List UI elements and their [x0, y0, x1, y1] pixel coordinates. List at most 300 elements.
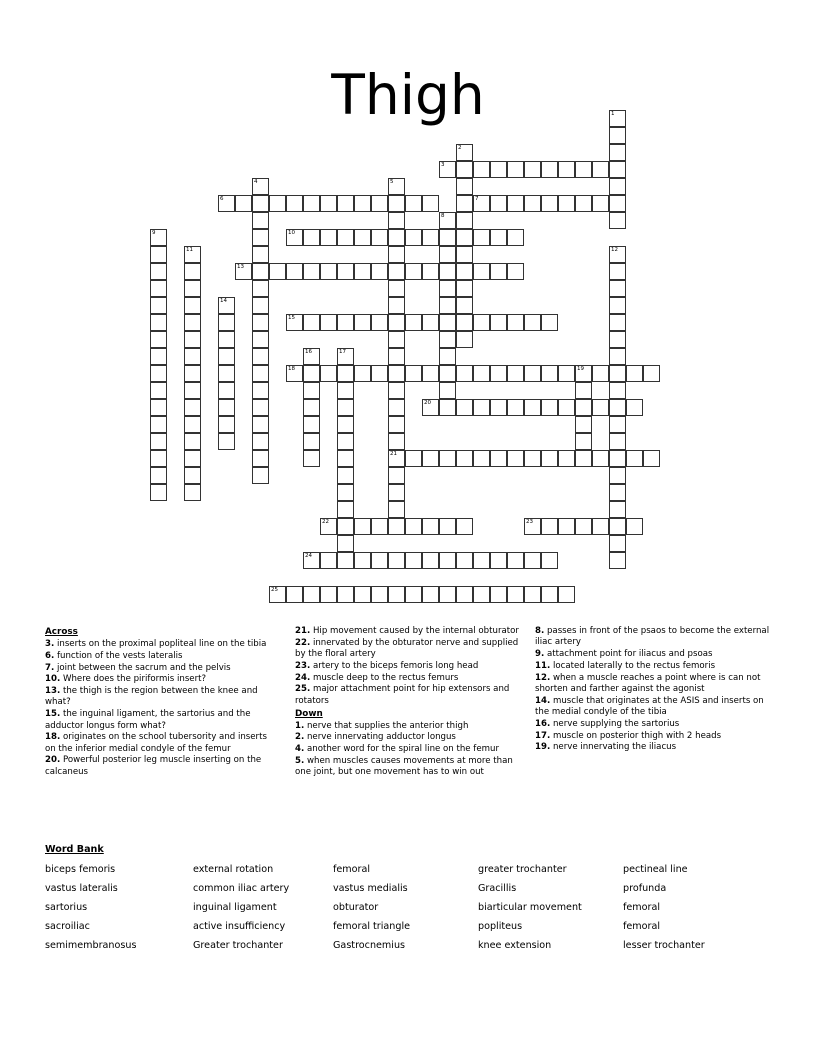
- grid-cell[interactable]: [456, 297, 473, 314]
- grid-cell[interactable]: [473, 195, 490, 212]
- grid-cell[interactable]: [320, 314, 337, 331]
- grid-cell[interactable]: [507, 229, 524, 246]
- grid-cell[interactable]: [371, 195, 388, 212]
- grid-cell[interactable]: [388, 382, 405, 399]
- grid-cell[interactable]: [388, 297, 405, 314]
- grid-cell[interactable]: [235, 195, 252, 212]
- word-bank-word[interactable]: Gastrocnemius: [333, 940, 406, 951]
- word-bank-word[interactable]: vastus medialis: [333, 883, 408, 894]
- grid-cell[interactable]: [184, 280, 201, 297]
- grid-cell[interactable]: [371, 229, 388, 246]
- grid-cell[interactable]: [388, 229, 405, 246]
- word-bank-word[interactable]: profunda: [623, 883, 667, 894]
- word-bank-word[interactable]: common iliac artery: [193, 883, 290, 894]
- clue-across-13[interactable]: [45, 686, 277, 709]
- grid-cell[interactable]: [150, 263, 167, 280]
- grid-cell[interactable]: [303, 399, 320, 416]
- grid-cell[interactable]: [252, 246, 269, 263]
- grid-cell[interactable]: [456, 280, 473, 297]
- grid-cell[interactable]: [575, 399, 592, 416]
- clue-down-2[interactable]: [295, 732, 520, 743]
- grid-cell[interactable]: [524, 450, 541, 467]
- grid-cell[interactable]: [337, 263, 354, 280]
- grid-cell[interactable]: [337, 484, 354, 501]
- grid-cell[interactable]: [609, 501, 626, 518]
- grid-cell[interactable]: [388, 195, 405, 212]
- grid-cell[interactable]: [252, 263, 269, 280]
- clue-down-9[interactable]: [535, 649, 775, 660]
- grid-cell[interactable]: [184, 484, 201, 501]
- grid-cell[interactable]: [354, 314, 371, 331]
- grid-cell[interactable]: [388, 467, 405, 484]
- grid-cell[interactable]: [150, 382, 167, 399]
- grid-cell[interactable]: [388, 314, 405, 331]
- grid-cell[interactable]: [371, 552, 388, 569]
- grid-cell[interactable]: [150, 246, 167, 263]
- grid-cell[interactable]: [524, 195, 541, 212]
- grid-cell[interactable]: [490, 195, 507, 212]
- grid-cell[interactable]: [439, 314, 456, 331]
- grid-cell[interactable]: [422, 399, 439, 416]
- word-bank-word[interactable]: active insufficiency: [193, 921, 286, 932]
- grid-cell[interactable]: [456, 450, 473, 467]
- grid-cell[interactable]: [609, 212, 626, 229]
- clue-across-15[interactable]: [45, 709, 277, 732]
- grid-cell[interactable]: [439, 552, 456, 569]
- clue-across-20[interactable]: [45, 755, 277, 778]
- grid-cell[interactable]: [388, 433, 405, 450]
- grid-cell[interactable]: [218, 365, 235, 382]
- grid-cell[interactable]: [575, 365, 592, 382]
- grid-cell[interactable]: [609, 195, 626, 212]
- grid-cell[interactable]: [218, 297, 235, 314]
- grid-cell[interactable]: [422, 263, 439, 280]
- grid-cell[interactable]: [439, 212, 456, 229]
- word-bank-word[interactable]: popliteus: [478, 921, 523, 932]
- grid-cell[interactable]: [388, 450, 405, 467]
- grid-cell[interactable]: [422, 450, 439, 467]
- grid-cell[interactable]: [303, 263, 320, 280]
- grid-cell[interactable]: [575, 450, 592, 467]
- grid-cell[interactable]: [337, 399, 354, 416]
- grid-cell[interactable]: [456, 178, 473, 195]
- grid-cell[interactable]: [337, 518, 354, 535]
- grid-cell[interactable]: [592, 518, 609, 535]
- clue-down-8[interactable]: [535, 626, 775, 649]
- clue-down-12[interactable]: [535, 673, 775, 696]
- grid-cell[interactable]: [456, 246, 473, 263]
- grid-cell[interactable]: [490, 263, 507, 280]
- grid-cell[interactable]: [184, 382, 201, 399]
- grid-cell[interactable]: [371, 586, 388, 603]
- grid-cell[interactable]: [286, 263, 303, 280]
- grid-cell[interactable]: [524, 314, 541, 331]
- grid-cell[interactable]: [252, 314, 269, 331]
- grid-cell[interactable]: [371, 518, 388, 535]
- grid-cell[interactable]: [524, 586, 541, 603]
- grid-cell[interactable]: [524, 518, 541, 535]
- grid-cell[interactable]: [184, 348, 201, 365]
- grid-cell[interactable]: [184, 365, 201, 382]
- grid-cell[interactable]: [150, 416, 167, 433]
- grid-cell[interactable]: [558, 195, 575, 212]
- grid-cell[interactable]: [507, 161, 524, 178]
- grid-cell[interactable]: [184, 467, 201, 484]
- word-bank-word[interactable]: femoral triangle: [333, 921, 411, 932]
- word-bank-word[interactable]: sacroiliac: [45, 921, 90, 932]
- grid-cell[interactable]: [473, 365, 490, 382]
- grid-cell[interactable]: [320, 552, 337, 569]
- grid-cell[interactable]: [388, 484, 405, 501]
- grid-cell[interactable]: [473, 552, 490, 569]
- grid-cell[interactable]: [252, 212, 269, 229]
- grid-cell[interactable]: [609, 127, 626, 144]
- grid-cell[interactable]: [609, 348, 626, 365]
- grid-cell[interactable]: [218, 314, 235, 331]
- grid-cell[interactable]: [439, 450, 456, 467]
- grid-cell[interactable]: [252, 178, 269, 195]
- grid-cell[interactable]: [558, 399, 575, 416]
- grid-cell[interactable]: [184, 263, 201, 280]
- grid-cell[interactable]: [456, 212, 473, 229]
- grid-cell[interactable]: [184, 246, 201, 263]
- grid-cell[interactable]: [218, 433, 235, 450]
- grid-cell[interactable]: [354, 552, 371, 569]
- grid-cell[interactable]: [405, 552, 422, 569]
- grid-cell[interactable]: [354, 195, 371, 212]
- grid-cell[interactable]: [184, 450, 201, 467]
- grid-cell[interactable]: [252, 195, 269, 212]
- grid-cell[interactable]: [490, 450, 507, 467]
- grid-cell[interactable]: [303, 365, 320, 382]
- grid-cell[interactable]: [218, 331, 235, 348]
- grid-cell[interactable]: [184, 331, 201, 348]
- grid-cell[interactable]: [320, 263, 337, 280]
- clue-across-21[interactable]: [295, 626, 520, 637]
- grid-cell[interactable]: [337, 467, 354, 484]
- grid-cell[interactable]: [218, 416, 235, 433]
- clue-across-22[interactable]: [295, 638, 520, 661]
- grid-cell[interactable]: [473, 314, 490, 331]
- grid-cell[interactable]: [490, 586, 507, 603]
- grid-cell[interactable]: [456, 314, 473, 331]
- grid-cell[interactable]: [252, 467, 269, 484]
- grid-cell[interactable]: [439, 382, 456, 399]
- grid-cell[interactable]: [609, 484, 626, 501]
- grid-cell[interactable]: [252, 297, 269, 314]
- grid-cell[interactable]: [541, 552, 558, 569]
- grid-cell[interactable]: [575, 416, 592, 433]
- clue-down-11[interactable]: [535, 661, 775, 672]
- grid-cell[interactable]: [422, 586, 439, 603]
- grid-cell[interactable]: [609, 314, 626, 331]
- grid-cell[interactable]: [388, 399, 405, 416]
- grid-cell[interactable]: [388, 552, 405, 569]
- grid-cell[interactable]: [184, 433, 201, 450]
- grid-cell[interactable]: [150, 229, 167, 246]
- grid-cell[interactable]: [320, 365, 337, 382]
- grid-cell[interactable]: [541, 518, 558, 535]
- grid-cell[interactable]: [286, 314, 303, 331]
- grid-cell[interactable]: [524, 365, 541, 382]
- grid-cell[interactable]: [371, 365, 388, 382]
- grid-cell[interactable]: [405, 229, 422, 246]
- word-bank-word[interactable]: lesser trochanter: [623, 940, 705, 951]
- word-bank-word[interactable]: knee extension: [478, 940, 552, 951]
- grid-cell[interactable]: [184, 399, 201, 416]
- grid-cell[interactable]: [337, 416, 354, 433]
- grid-cell[interactable]: [303, 586, 320, 603]
- grid-cell[interactable]: [388, 263, 405, 280]
- grid-cell[interactable]: [184, 416, 201, 433]
- grid-cell[interactable]: [575, 161, 592, 178]
- grid-cell[interactable]: [439, 263, 456, 280]
- grid-cell[interactable]: [456, 331, 473, 348]
- grid-cell[interactable]: [405, 365, 422, 382]
- grid-cell[interactable]: [150, 467, 167, 484]
- grid-cell[interactable]: [473, 450, 490, 467]
- grid-cell[interactable]: [286, 586, 303, 603]
- grid-cell[interactable]: [405, 195, 422, 212]
- grid-cell[interactable]: [507, 314, 524, 331]
- grid-cell[interactable]: [626, 399, 643, 416]
- grid-cell[interactable]: [626, 365, 643, 382]
- grid-cell[interactable]: [422, 552, 439, 569]
- grid-cell[interactable]: [592, 195, 609, 212]
- grid-cell[interactable]: [473, 263, 490, 280]
- grid-cell[interactable]: [507, 450, 524, 467]
- grid-cell[interactable]: [456, 399, 473, 416]
- grid-cell[interactable]: [541, 161, 558, 178]
- grid-cell[interactable]: [184, 297, 201, 314]
- clue-down-5[interactable]: [295, 756, 520, 779]
- grid-cell[interactable]: [609, 535, 626, 552]
- grid-cell[interactable]: [439, 365, 456, 382]
- grid-cell[interactable]: [150, 433, 167, 450]
- grid-cell[interactable]: [388, 348, 405, 365]
- grid-cell[interactable]: [337, 501, 354, 518]
- grid-cell[interactable]: [150, 450, 167, 467]
- grid-cell[interactable]: [490, 229, 507, 246]
- clue-down-4[interactable]: [295, 744, 520, 755]
- grid-cell[interactable]: [541, 586, 558, 603]
- grid-cell[interactable]: [490, 314, 507, 331]
- grid-cell[interactable]: [320, 229, 337, 246]
- grid-cell[interactable]: [150, 331, 167, 348]
- grid-cell[interactable]: [558, 365, 575, 382]
- grid-cell[interactable]: [609, 144, 626, 161]
- grid-cell[interactable]: [507, 586, 524, 603]
- grid-cell[interactable]: [541, 314, 558, 331]
- grid-cell[interactable]: [609, 365, 626, 382]
- grid-cell[interactable]: [422, 229, 439, 246]
- grid-cell[interactable]: [388, 586, 405, 603]
- grid-cell[interactable]: [218, 399, 235, 416]
- grid-cell[interactable]: [286, 229, 303, 246]
- grid-cell[interactable]: [575, 433, 592, 450]
- grid-cell[interactable]: [609, 382, 626, 399]
- clue-down-14[interactable]: [535, 696, 775, 719]
- word-bank-word[interactable]: Gracillis: [478, 883, 517, 894]
- grid-cell[interactable]: [388, 178, 405, 195]
- grid-cell[interactable]: [337, 586, 354, 603]
- grid-cell[interactable]: [354, 518, 371, 535]
- grid-cell[interactable]: [524, 552, 541, 569]
- word-bank-word[interactable]: biarticular movement: [478, 902, 582, 913]
- word-bank-word[interactable]: biceps femoris: [45, 864, 116, 875]
- word-bank-word[interactable]: semimembranosus: [45, 940, 137, 951]
- grid-cell[interactable]: [252, 280, 269, 297]
- grid-cell[interactable]: [337, 433, 354, 450]
- grid-cell[interactable]: [388, 501, 405, 518]
- grid-cell[interactable]: [558, 518, 575, 535]
- grid-cell[interactable]: [592, 365, 609, 382]
- clue-down-1[interactable]: [295, 721, 520, 732]
- grid-cell[interactable]: [439, 331, 456, 348]
- grid-cell[interactable]: [575, 195, 592, 212]
- grid-cell[interactable]: [439, 280, 456, 297]
- grid-cell[interactable]: [541, 450, 558, 467]
- grid-cell[interactable]: [235, 263, 252, 280]
- grid-cell[interactable]: [558, 161, 575, 178]
- grid-cell[interactable]: [303, 348, 320, 365]
- grid-cell[interactable]: [405, 518, 422, 535]
- grid-cell[interactable]: [422, 314, 439, 331]
- clue-across-6[interactable]: [45, 651, 277, 662]
- grid-cell[interactable]: [150, 365, 167, 382]
- grid-cell[interactable]: [303, 450, 320, 467]
- grid-cell[interactable]: [269, 263, 286, 280]
- grid-cell[interactable]: [388, 365, 405, 382]
- grid-cell[interactable]: [252, 433, 269, 450]
- grid-cell[interactable]: [575, 382, 592, 399]
- grid-cell[interactable]: [456, 263, 473, 280]
- grid-cell[interactable]: [405, 586, 422, 603]
- grid-cell[interactable]: [337, 552, 354, 569]
- grid-cell[interactable]: [456, 144, 473, 161]
- grid-cell[interactable]: [354, 263, 371, 280]
- clue-across-7[interactable]: [45, 663, 277, 674]
- grid-cell[interactable]: [490, 399, 507, 416]
- grid-cell[interactable]: [354, 229, 371, 246]
- grid-cell[interactable]: [439, 229, 456, 246]
- grid-cell[interactable]: [354, 365, 371, 382]
- grid-cell[interactable]: [439, 246, 456, 263]
- grid-cell[interactable]: [456, 161, 473, 178]
- grid-cell[interactable]: [303, 229, 320, 246]
- grid-cell[interactable]: [252, 382, 269, 399]
- grid-cell[interactable]: [609, 450, 626, 467]
- grid-cell[interactable]: [422, 365, 439, 382]
- grid-cell[interactable]: [609, 110, 626, 127]
- word-bank-word[interactable]: femoral: [333, 864, 370, 875]
- grid-cell[interactable]: [150, 314, 167, 331]
- word-bank-word[interactable]: femoral: [623, 921, 660, 932]
- grid-cell[interactable]: [439, 161, 456, 178]
- grid-cell[interactable]: [405, 263, 422, 280]
- word-bank-word[interactable]: femoral: [623, 902, 660, 913]
- grid-cell[interactable]: [507, 195, 524, 212]
- grid-cell[interactable]: [337, 535, 354, 552]
- grid-cell[interactable]: [388, 331, 405, 348]
- grid-cell[interactable]: [473, 586, 490, 603]
- grid-cell[interactable]: [490, 552, 507, 569]
- clue-across-25[interactable]: [295, 684, 520, 707]
- clue-down-17[interactable]: [535, 731, 775, 742]
- grid-cell[interactable]: [218, 195, 235, 212]
- grid-cell[interactable]: [337, 229, 354, 246]
- grid-cell[interactable]: [150, 348, 167, 365]
- clue-across-3[interactable]: [45, 639, 277, 650]
- grid-cell[interactable]: [337, 450, 354, 467]
- word-bank-word[interactable]: inguinal ligament: [193, 902, 277, 913]
- grid-cell[interactable]: [490, 161, 507, 178]
- grid-cell[interactable]: [150, 484, 167, 501]
- grid-cell[interactable]: [643, 450, 660, 467]
- grid-cell[interactable]: [252, 365, 269, 382]
- grid-cell[interactable]: [269, 586, 286, 603]
- grid-cell[interactable]: [592, 161, 609, 178]
- grid-cell[interactable]: [558, 586, 575, 603]
- grid-cell[interactable]: [609, 467, 626, 484]
- grid-cell[interactable]: [592, 399, 609, 416]
- grid-cell[interactable]: [388, 416, 405, 433]
- grid-cell[interactable]: [456, 586, 473, 603]
- grid-cell[interactable]: [286, 195, 303, 212]
- grid-cell[interactable]: [456, 229, 473, 246]
- grid-cell[interactable]: [337, 195, 354, 212]
- grid-cell[interactable]: [609, 433, 626, 450]
- grid-cell[interactable]: [439, 348, 456, 365]
- clue-down-16[interactable]: [535, 719, 775, 730]
- grid-cell[interactable]: [303, 382, 320, 399]
- grid-cell[interactable]: [456, 365, 473, 382]
- grid-cell[interactable]: [150, 399, 167, 416]
- clue-across-23[interactable]: [295, 661, 520, 672]
- word-bank-word[interactable]: vastus lateralis: [45, 883, 118, 894]
- grid-cell[interactable]: [456, 552, 473, 569]
- grid-cell[interactable]: [609, 178, 626, 195]
- grid-cell[interactable]: [626, 450, 643, 467]
- word-bank-word[interactable]: sartorius: [45, 902, 88, 913]
- grid-cell[interactable]: [388, 212, 405, 229]
- grid-cell[interactable]: [388, 280, 405, 297]
- grid-cell[interactable]: [541, 195, 558, 212]
- grid-cell[interactable]: [422, 518, 439, 535]
- grid-cell[interactable]: [337, 314, 354, 331]
- clue-down-19[interactable]: [535, 742, 775, 753]
- grid-cell[interactable]: [439, 518, 456, 535]
- grid-cell[interactable]: [490, 365, 507, 382]
- grid-cell[interactable]: [320, 518, 337, 535]
- grid-cell[interactable]: [252, 331, 269, 348]
- grid-cell[interactable]: [218, 348, 235, 365]
- grid-cell[interactable]: [609, 161, 626, 178]
- grid-cell[interactable]: [575, 518, 592, 535]
- grid-cell[interactable]: [473, 229, 490, 246]
- grid-cell[interactable]: [150, 297, 167, 314]
- grid-cell[interactable]: [541, 399, 558, 416]
- grid-cell[interactable]: [218, 382, 235, 399]
- grid-cell[interactable]: [252, 399, 269, 416]
- grid-cell[interactable]: [609, 518, 626, 535]
- grid-cell[interactable]: [456, 195, 473, 212]
- grid-cell[interactable]: [320, 586, 337, 603]
- grid-cell[interactable]: [252, 450, 269, 467]
- crossword-grid[interactable]: [0, 100, 816, 620]
- word-bank-word[interactable]: external rotation: [193, 864, 274, 875]
- grid-cell[interactable]: [439, 297, 456, 314]
